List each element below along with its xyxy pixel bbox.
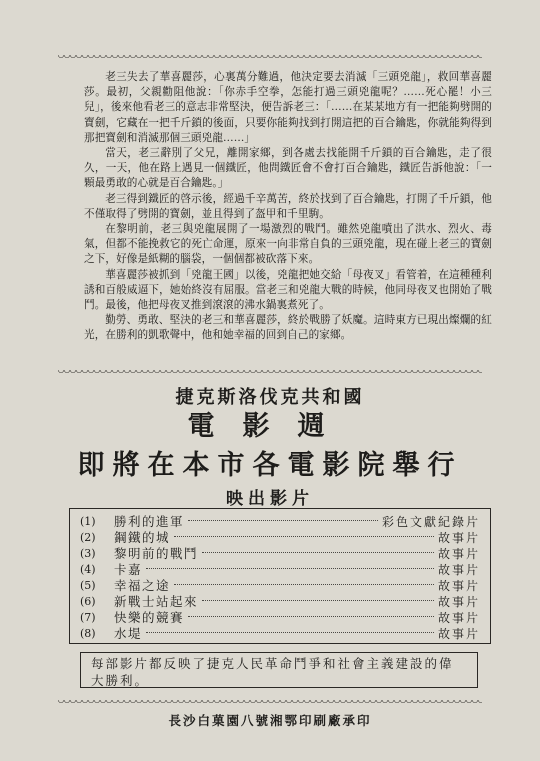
film-type: 故事片 xyxy=(437,626,480,641)
film-row xyxy=(80,529,480,545)
top-wavy-divider xyxy=(58,55,482,61)
film-number: (1) xyxy=(80,514,96,528)
films-heading: 映出影片 xyxy=(226,489,314,509)
story-text xyxy=(84,70,492,344)
dotted-leader xyxy=(174,535,434,537)
film-type: 故事片 xyxy=(437,610,480,625)
film-row xyxy=(80,593,480,609)
film-number: (2) xyxy=(80,530,96,544)
film-row xyxy=(80,545,480,561)
film-number: (7) xyxy=(80,610,96,624)
film-week-heading: 電影週 xyxy=(187,411,353,442)
film-type: 故事片 xyxy=(437,578,480,593)
story-paragraph: 老三得到鐵匠的啓示後，經過千辛萬苦，終於找到了百合鑰匙，打開了千斤鎖，他不僅取得了劈開的寶劍，並且得到了盔甲和千里駒。 xyxy=(84,192,492,220)
dotted-leader xyxy=(202,551,434,553)
story-paragraph: 勤勞、勇敢、堅決的老三和華喜麗莎，終於戰勝了妖魔。這時東方已現出燦爛的紅光，在勝利的凱歌聲中，他和她幸福的回到自己的家鄉。 xyxy=(84,314,492,342)
film-title: 卡嘉 xyxy=(114,562,143,577)
film-type: 故事片 xyxy=(437,546,480,561)
film-title: 水堤 xyxy=(114,626,143,641)
story-paragraph: 當天，老三辭別了父兄，離開家鄉，到各處去找能開千斤鎖的百合鑰匙，走了很久，一天，他在路上遇見一個鐵匠，他問鐵匠會不會打百合鑰匙，鐵匠告訴他說：「一顆最勇敢的心就是百合鑰匙。」 xyxy=(84,147,492,190)
film-number: (4) xyxy=(80,562,96,576)
story-paragraph: 老三失去了華喜麗莎，心裏萬分難過，他決定要去消滅「三頭兇龍」，救回華喜麗莎。最初，父親勸阻他說：「你赤手空拳，怎能打過三頭兇龍呢？……死心罷！小三兒」，後來他看老三的意志非常堅決，便告訴老三：「……在某某地方有一把能夠劈開的寶劍，它藏在一把千斤鎖的後面，只要你能夠找到打開這把的百合鑰匙，你就能夠得到那把寶劍和消滅那個三頭兇龍……」 xyxy=(84,71,492,144)
film-title: 快樂的競賽 xyxy=(114,610,185,625)
dotted-leader xyxy=(174,583,434,585)
film-row xyxy=(80,625,480,641)
story-paragraph: 華喜麗莎被抓到「兇龍王國」以後，兇龍把她交給「母夜叉」看管着，在這種種利誘和百般威逼下，她始終沒有屈服。當老三和兇龍大戰的時候，他同母夜叉也開始了戰鬥。最後，他把母夜叉推到滾滾的沸水鍋裏煮死了。 xyxy=(84,268,492,312)
film-row xyxy=(80,577,480,593)
dotted-leader xyxy=(146,567,434,569)
cinema-announcement: 即將在本市各電影院舉行 xyxy=(77,450,463,481)
film-title: 新戰士站起來 xyxy=(114,594,199,609)
film-title: 鋼鐵的城 xyxy=(114,530,171,545)
film-type: 故事片 xyxy=(437,530,480,545)
film-row xyxy=(80,513,480,529)
film-number: (8) xyxy=(80,626,96,640)
dotted-leader xyxy=(188,615,434,617)
dotted-leader xyxy=(188,519,378,521)
printer-credit: 長沙白菓園八號湘鄂印刷廠承印 xyxy=(168,713,372,728)
film-type: 故事片 xyxy=(437,594,480,609)
film-title: 黎明前的戰鬥 xyxy=(114,546,199,561)
dotted-leader xyxy=(146,631,434,633)
middle-wavy-divider xyxy=(58,370,482,376)
film-number: (5) xyxy=(80,578,96,592)
film-row xyxy=(80,561,480,577)
summary-note: 每部影片都反映了捷克人民革命鬥爭和社會主義建設的偉大勝利。 xyxy=(80,652,478,688)
bottom-wavy-divider xyxy=(58,700,482,706)
film-number: (6) xyxy=(80,594,96,608)
film-list xyxy=(69,508,491,644)
film-title: 幸福之途 xyxy=(114,578,171,593)
dotted-leader xyxy=(202,599,434,601)
film-type: 故事片 xyxy=(437,562,480,577)
film-type: 彩色文獻紀錄片 xyxy=(381,514,480,529)
film-title: 勝利的進軍 xyxy=(114,514,185,529)
story-paragraph: 在黎明前，老三與兇龍展開了一場激烈的戰鬥。雖然兇龍噴出了洪水、烈火、毒氣，但都不能挽救它的死亡命運，原來一向非常自負的三頭兇龍，現在碰上老三的寶劍之下，好像是紙糊的腦袋，一個個都被砍落下來。 xyxy=(84,223,492,266)
country-heading: 捷克斯洛伐克共和國 xyxy=(175,387,365,408)
film-number: (3) xyxy=(80,546,96,560)
film-row xyxy=(80,609,480,625)
